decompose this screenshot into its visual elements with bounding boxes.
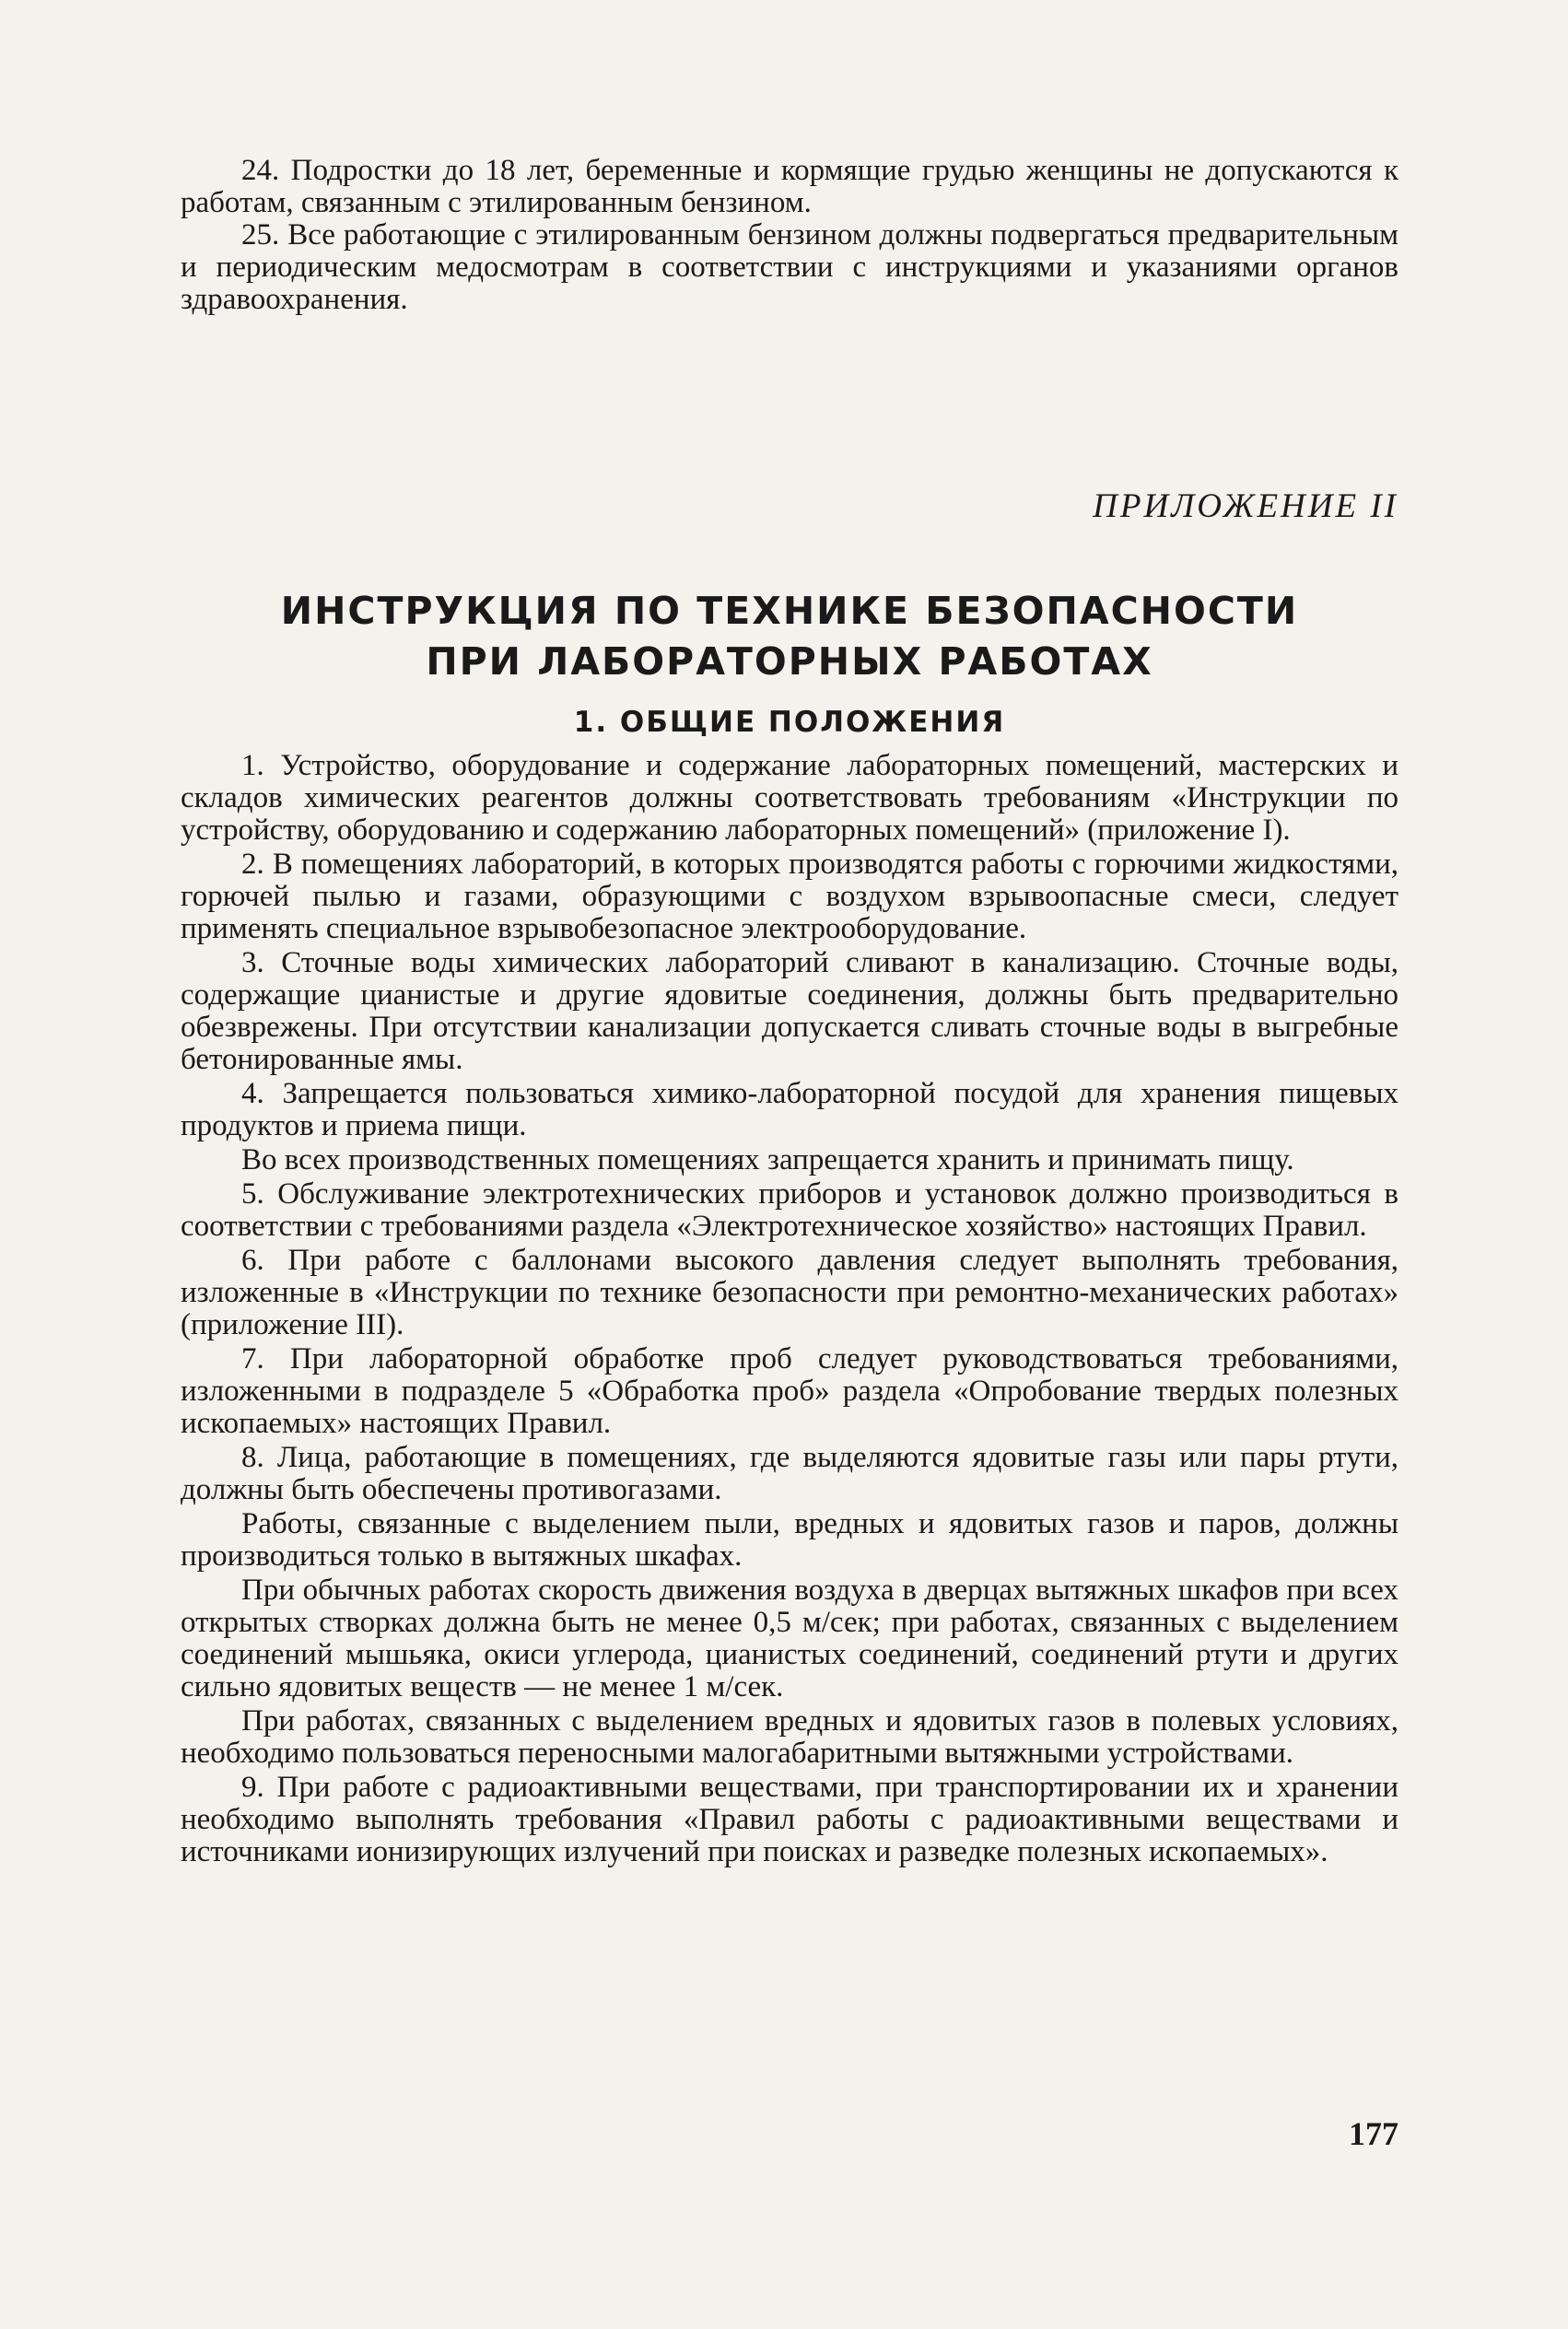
appendix-label: ПРИЛОЖЕНИЕ II	[1093, 487, 1398, 525]
body-paragraphs	[181, 750, 1398, 1868]
paragraph-4: 4. Запрещается пользоваться химико-лабораторной посудой для хранения пищевых продуктов и приема пищи.	[181, 1077, 1398, 1142]
paragraph-9: 9. При работе с радиоактивными веществами, при транспортировании их и хранении необходимо выполнять требования «Правил работы с радиоактивными веществами и источниками ионизирующих излучений при поисках и разведке полезных ископаемых».	[181, 1771, 1398, 1868]
paragraph-8-fume-hoods: Работы, связанные с выделением пыли, вредных и ядовитых газов и паров, должны производиться только в вытяжных шкафах.	[181, 1507, 1398, 1573]
paragraph-8-field-conditions: При работах, связанных с выделением вредных и ядовитых газов в полевых условиях, необходимо пользоваться переносными малогабаритными вытяжными устройствами.	[181, 1704, 1398, 1770]
title-line-2: ПРИ ЛАБОРАТОРНЫХ РАБОТАХ	[426, 639, 1153, 684]
paragraph-25: 25. Все работающие с этилированным бензином должны подвергаться предварительным и периодическим медосмотрам в соответствии с инструкциями и указаниями органов здравоохранения.	[181, 218, 1398, 316]
paragraph-1: 1. Устройство, оборудование и содержание лабораторных помещений, мастерских и складов химических реагентов должны соответствовать требованиям «Инструкции по устройству, оборудованию и содержанию лабораторных помещений» (приложение I).	[181, 749, 1398, 847]
paragraph-8-air-speed: При обычных работах скорость движения воздуха в дверцах вытяжных шкафов при всех открытых створках должна быть не менее 0,5 м/сек; при работах, связанных с выделением соединений мышьяка, окиси углерода, цианистых соединений, соединений ртути и других сильно ядовитых веществ — не менее 1 м/сек.	[181, 1574, 1398, 1703]
title-line-1: ИНСТРУКЦИЯ ПО ТЕХНИКЕ БЕЗОПАСНОСТИ	[280, 589, 1299, 633]
document-title	[181, 586, 1398, 687]
paragraph-4-continued: Во всех производственных помещениях запрещается хранить и принимать пищу.	[241, 1143, 1294, 1176]
top-paragraphs	[181, 155, 1398, 316]
paragraph-2: 2. В помещениях лабораторий, в которых производятся работы с горючими жидкостями, горючей пылью и газами, образующими с воздухом взрывоопасные смеси, следует применять специальное взрывобезопасное электрооборудование.	[181, 848, 1398, 945]
section-title: 1. ОБЩИЕ ПОЛОЖЕНИЯ	[573, 706, 1006, 739]
page-number: 177	[1349, 2115, 1398, 2152]
paragraph-5: 5. Обслуживание электротехнических приборов и установок должно производиться в соответствии с требованиями раздела «Электротехническое хозяйство» настоящих Правил.	[181, 1177, 1398, 1243]
paragraph-7: 7. При лабораторной обработке проб следует руководствоваться требованиями, изложенными в подразделе 5 «Обработка проб» раздела «Опробование твердых полезных ископаемых» настоящих Правил.	[181, 1342, 1398, 1440]
paragraph-6: 6. При работе с баллонами высокого давления следует выполнять требования, изложенные в «Инструкции по технике безопасности при ремонтно-механических работах» (приложение III).	[181, 1244, 1398, 1341]
paragraph-24: 24. Подростки до 18 лет, беременные и кормящие грудью женщины не допускаются к работам, связанным с этилированным бензином.	[181, 154, 1398, 219]
paragraph-8: 8. Лица, работающие в помещениях, где выделяются ядовитые газы или пары ртути, должны быть обеспечены противогазами.	[181, 1441, 1398, 1506]
paragraph-3: 3. Сточные воды химических лабораторий сливают в канализацию. Сточные воды, содержащие цианистые и другие ядовитые соединения, должны быть предварительно обезврежены. При отсутствии канализации допускается сливать сточные воды в выгребные бетонированные ямы.	[181, 946, 1398, 1076]
document-page	[181, 155, 1398, 1870]
